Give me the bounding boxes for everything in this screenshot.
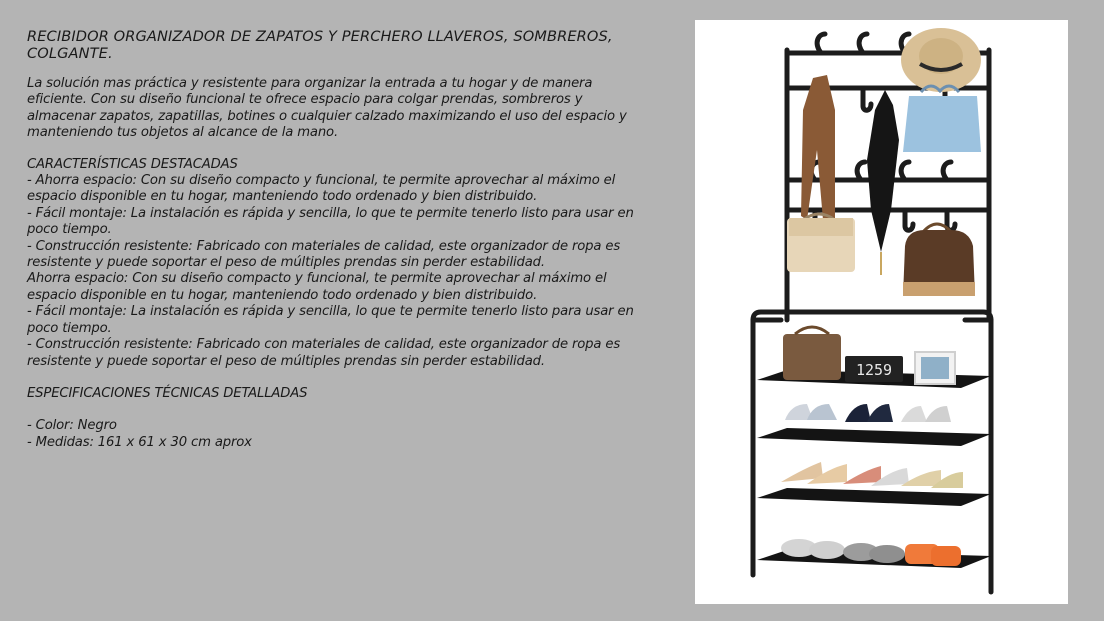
product-photo	[695, 20, 1068, 604]
product-description	[27, 28, 637, 451]
product-title: RECIBIDOR ORGANIZADOR DE ZAPATOS Y PERCHERO LLAVEROS, SOMBREROS, COLGANTE.	[27, 28, 613, 62]
spec-color: - Color: Negro	[27, 418, 117, 434]
intro-paragraph: La solución mas práctica y resistente para organizar la entrada a tu hogar y de manera eficiente. Con su diseño funcional te ofrece espacio para colgar prendas, sombreros y almacenar zapatos, zapatillas, botines o cualquier calzado maximizando el uso del espacio y manteniendo tus objetos al alcance de la mano.	[27, 76, 627, 141]
clock-display: 1259	[855, 361, 893, 379]
specs-heading: ESPECIFICACIONES TÉCNICAS DETALLADAS	[27, 385, 308, 401]
features-section	[27, 157, 637, 370]
feature-item: - Ahorra espacio: Con su diseño compacto y funcional, te permite aprovechar al máximo el espacio disponible en tu hogar, manteniendo todo ordenado y bien distribuido.	[27, 173, 616, 205]
feature-item: Ahorra espacio: Con su diseño compacto y funcional, te permite aprovechar al máximo el espacio disponible en tu hogar, manteniendo todo ordenado y bien distribuido.	[27, 271, 607, 303]
feature-item: - Fácil montaje: La instalación es rápida y sencilla, lo que te permite tenerlo listo para usar en poco tiempo.	[27, 304, 634, 336]
features-heading: CARACTERÍSTICAS DESTACADAS	[27, 156, 238, 172]
feature-item: - Construcción resistente: Fabricado con materiales de calidad, este organizador de ropa es resistente y puede soportar el peso de múltiples prendas sin perder estabilidad.	[27, 337, 621, 369]
feature-item: - Construcción resistente: Fabricado con materiales de calidad, este organizador de ropa es resistente y puede soportar el peso de múltiples prendas sin perder estabilidad.	[27, 238, 621, 271]
spec-measures: - Medidas: 161 x 61 x 30 cm aprox	[27, 434, 252, 450]
feature-item: - Fácil montaje: La instalación es rápida y sencilla, lo que te permite tenerlo listo para usar en poco tiempo.	[27, 205, 634, 238]
specs-section	[27, 386, 637, 451]
shoe-rack-illustration	[695, 20, 1068, 604]
